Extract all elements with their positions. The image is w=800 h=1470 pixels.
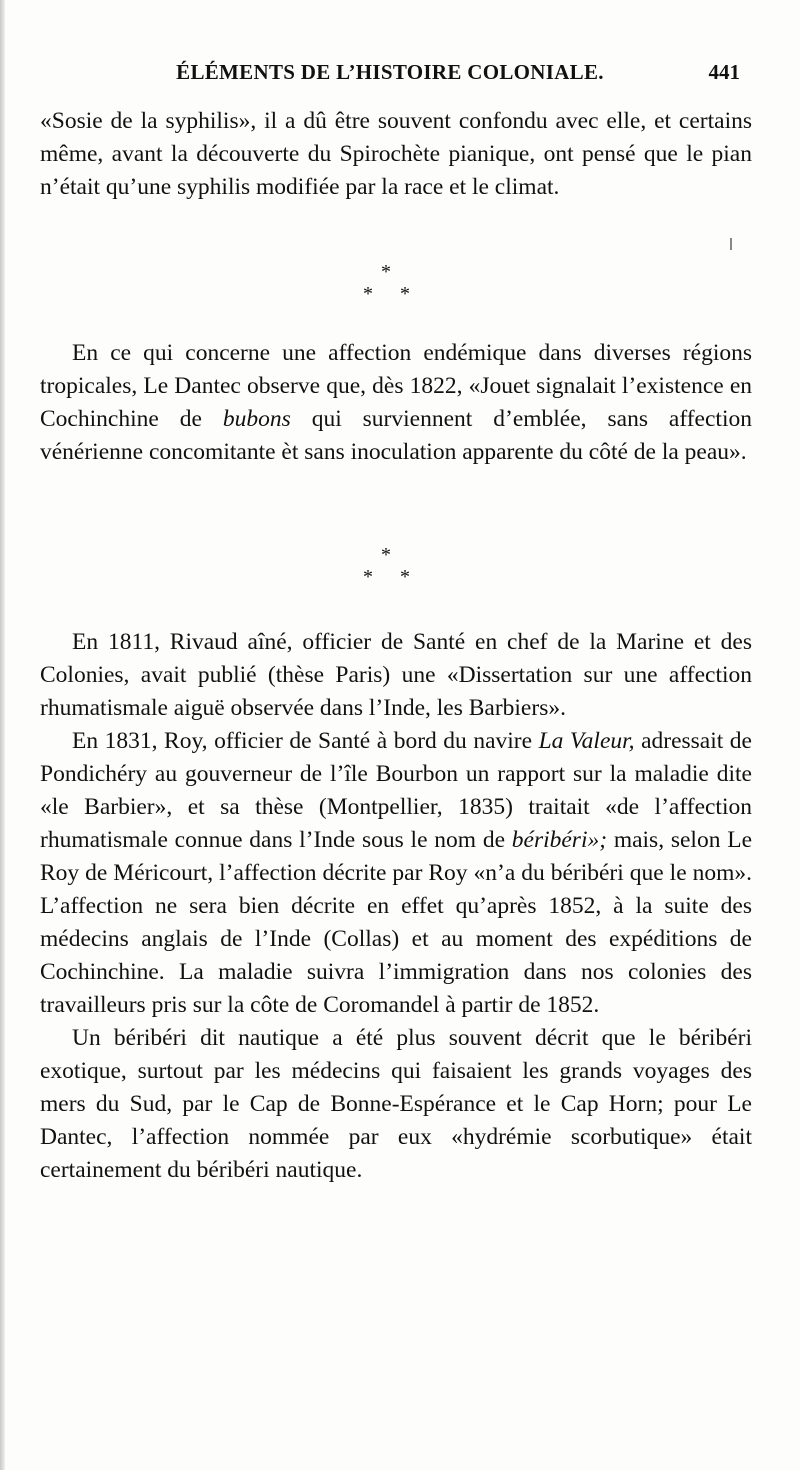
asterism-star-icon: * — [400, 283, 410, 305]
paragraph-text: En 1831, Roy, officier de Santé à bord du navire — [72, 728, 539, 754]
asterism-star-icon: * — [363, 283, 373, 305]
page-header — [40, 60, 740, 90]
text-block-2 — [40, 337, 752, 469]
paragraph-text: mais, selon Le Roy de Méricourt, l’affection décrite par Roy «n’a du béribéri que le nom». L’affection ne sera bien décrite en effet qu’après 1852, à la suite des médecins anglais de l’Inde (Collas) et au moment des expéditions de Cochinchine. La maladie suivra l’immigration dans nos colonies des travailleurs pris sur la côte de Coromandel à partir de 1852. — [40, 827, 752, 1018]
paragraph-text: qui surviennent d’emblée, sans affection vénérienne concomitante èt sans inoculation apparente du côté de la peau». — [40, 406, 752, 465]
asterism-star-icon: * — [381, 544, 391, 566]
paragraph-roy — [40, 725, 752, 1022]
paragraph-nautique: Un béribéri dit nautique a été plus souvent décrit que le béribéri exotique, surtout par les médecins qui faisaient les grands voyages des mers du Sud, par le Cap de Bonne-Espérance et le Cap Horn; pour Le Dantec, l’affection nommée par eux «hydrémie scorbutique» était certainement du béribéri nautique. — [40, 1025, 752, 1183]
paragraph-syphilis: «Sosie de la syphilis», il a dû être souvent confondu avec elle, et certains même, avant la découverte du Spirochète pianique, ont pensé que le pian n’était qu’une syphilis modifiée par la race et le climat. — [40, 108, 752, 200]
text-block-3 — [40, 626, 752, 1187]
asterism-star-icon: * — [400, 566, 410, 588]
italic-term: bubons — [222, 406, 291, 432]
page-number: 441 — [708, 60, 740, 84]
running-title: ÉLÉMENTS DE L’HISTOIRE COLONIALE. — [176, 60, 604, 84]
page-binding-edge — [0, 0, 5, 1470]
asterism-star-icon: * — [363, 566, 373, 588]
print-speck — [730, 238, 732, 250]
paragraph-bubons — [40, 337, 752, 469]
paragraph-rivaud: En 1811, Rivaud aîné, officier de Santé en chef de la Marine et des Colonies, avait publié (thèse Paris) une «Dissertation sur une affection rhumatismale aiguë observée dans l’Inde, les Barbiers». — [40, 629, 752, 721]
asterism-star-icon: * — [381, 261, 391, 283]
italic-ship-name: La Valeur, — [538, 728, 635, 754]
asterism-2 — [350, 545, 430, 589]
asterism-1 — [350, 262, 430, 306]
paragraph-text: adressait de Pondichéry au gouverneur de l’île Bourbon un rapport sur la maladie dite «le Barbier», et sa thèse (Montpellier, 1835) traitait «de l’affection rhumatismale connue dans l’Inde sous le nom de — [40, 728, 752, 853]
italic-term: béribéri»; — [511, 827, 608, 853]
paragraph-text: En ce qui concerne une affection endémique dans diverses régions tropicales, Le Dantec observe que, dès 1822, «Jouet signalait l’existence en Cochinchine de — [40, 340, 752, 432]
text-block-1 — [40, 105, 752, 204]
